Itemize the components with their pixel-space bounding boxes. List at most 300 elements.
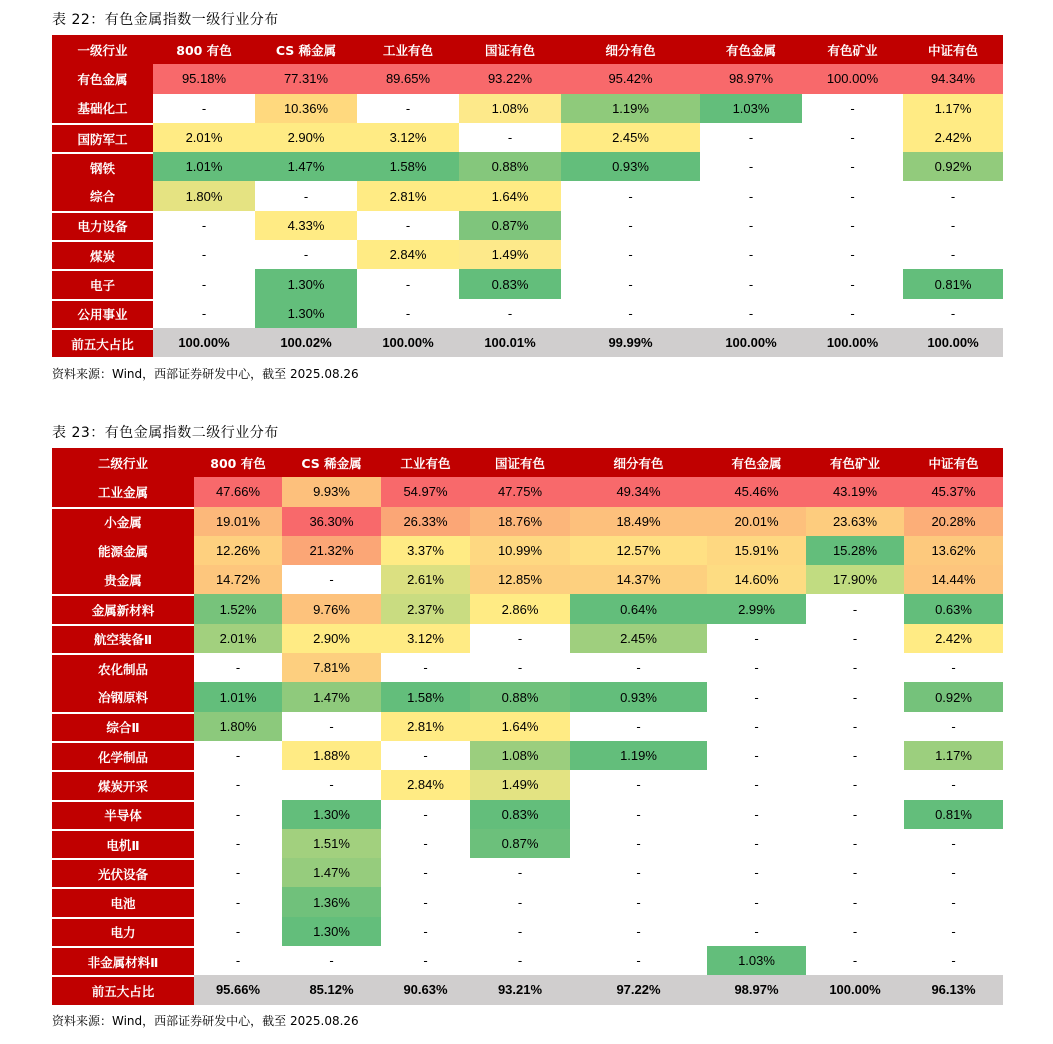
table-cell: 2.01% xyxy=(153,123,255,152)
table-cell: 14.37% xyxy=(570,565,707,594)
table-cell: - xyxy=(806,653,904,682)
table-cell: 2.84% xyxy=(381,770,470,799)
table-cell: 1.17% xyxy=(904,741,1003,770)
table-cell: 98.97% xyxy=(707,975,806,1004)
table-cell: 0.92% xyxy=(903,152,1003,181)
table-cell: - xyxy=(904,653,1003,682)
column-header: 工业有色 xyxy=(381,448,470,477)
table-row xyxy=(52,917,1003,946)
table-cell: 47.75% xyxy=(470,477,570,506)
table-row xyxy=(52,624,1003,653)
row-label: 化学制品 xyxy=(52,741,194,770)
table-cell: 0.83% xyxy=(470,800,570,829)
row-label: 前五大占比 xyxy=(52,328,153,357)
row-label: 半导体 xyxy=(52,800,194,829)
table-cell: 1.51% xyxy=(282,829,381,858)
table-cell: - xyxy=(700,299,802,328)
table-cell: - xyxy=(570,887,707,916)
table-cell: 100.00% xyxy=(903,328,1003,357)
table-row xyxy=(52,653,1003,682)
table-cell: - xyxy=(806,741,904,770)
table-cell: 1.19% xyxy=(570,741,707,770)
table-cell: 0.83% xyxy=(459,269,561,298)
table-cell: 1.47% xyxy=(282,858,381,887)
table-cell: - xyxy=(903,299,1003,328)
table-cell: - xyxy=(570,800,707,829)
table-cell: - xyxy=(570,946,707,975)
row-label: 电机Ⅱ xyxy=(52,829,194,858)
table-row xyxy=(52,211,1003,240)
table-cell: - xyxy=(806,712,904,741)
table-row xyxy=(52,712,1003,741)
table-cell: 18.49% xyxy=(570,507,707,536)
table-cell: 100.00% xyxy=(700,328,802,357)
table-cell: - xyxy=(806,946,904,975)
table-row xyxy=(52,64,1003,93)
table-row xyxy=(52,240,1003,269)
row-label: 电力 xyxy=(52,917,194,946)
total-row xyxy=(52,975,1003,1004)
table-cell: - xyxy=(381,829,470,858)
table-cell: - xyxy=(357,299,459,328)
column-header: 800 有色 xyxy=(194,448,282,477)
column-header: 有色金属 xyxy=(707,448,806,477)
table-cell: - xyxy=(255,181,357,210)
table-cell: - xyxy=(806,624,904,653)
row-label: 钢铁 xyxy=(52,152,153,181)
table-cell: - xyxy=(570,858,707,887)
table-cell: 14.44% xyxy=(904,565,1003,594)
table-cell: 13.62% xyxy=(904,536,1003,565)
table-cell: 18.76% xyxy=(470,507,570,536)
table-cell: 2.90% xyxy=(255,123,357,152)
table-cell: - xyxy=(194,800,282,829)
table-cell: 1.30% xyxy=(255,299,357,328)
table-cell: - xyxy=(282,565,381,594)
table-cell: - xyxy=(153,94,255,123)
table-cell: - xyxy=(904,770,1003,799)
table-cell: - xyxy=(153,299,255,328)
table-cell: - xyxy=(802,123,903,152)
table-cell: - xyxy=(806,770,904,799)
table-cell: 1.64% xyxy=(459,181,561,210)
table-cell: 12.26% xyxy=(194,536,282,565)
table-cell: - xyxy=(381,741,470,770)
column-header: 有色金属 xyxy=(700,35,802,64)
table-cell: 10.99% xyxy=(470,536,570,565)
table-cell: - xyxy=(806,800,904,829)
table-cell: 3.12% xyxy=(381,624,470,653)
table-cell: - xyxy=(903,181,1003,210)
column-header: 工业有色 xyxy=(357,35,459,64)
table-cell: 0.88% xyxy=(470,682,570,711)
column-header: 国证有色 xyxy=(459,35,561,64)
table-row xyxy=(52,123,1003,152)
table-cell: - xyxy=(903,211,1003,240)
table-cell: 2.42% xyxy=(903,123,1003,152)
table-cell: 2.86% xyxy=(470,594,570,623)
table-cell: 100.00% xyxy=(153,328,255,357)
table-cell: - xyxy=(904,829,1003,858)
table-cell: 97.22% xyxy=(570,975,707,1004)
table-cell: - xyxy=(707,829,806,858)
table-cell: 3.12% xyxy=(357,123,459,152)
table-cell: - xyxy=(707,858,806,887)
table-row xyxy=(52,565,1003,594)
table-cell: 1.47% xyxy=(255,152,357,181)
row-label: 基础化工 xyxy=(52,94,153,123)
table-cell: 1.30% xyxy=(282,917,381,946)
table-row xyxy=(52,829,1003,858)
table-cell: 1.30% xyxy=(255,269,357,298)
table-cell: 100.00% xyxy=(357,328,459,357)
table-row xyxy=(52,800,1003,829)
table-cell: 1.47% xyxy=(282,682,381,711)
table-cell: 2.81% xyxy=(357,181,459,210)
table-row xyxy=(52,682,1003,711)
table-cell: 21.32% xyxy=(282,536,381,565)
row-label: 前五大占比 xyxy=(52,975,194,1004)
row-label: 工业金属 xyxy=(52,477,194,506)
table-cell: - xyxy=(700,152,802,181)
row-label: 国防军工 xyxy=(52,123,153,152)
table-row xyxy=(52,152,1003,181)
table-cell: 9.76% xyxy=(282,594,381,623)
table-cell: - xyxy=(381,946,470,975)
header-row xyxy=(52,35,1003,64)
column-header: 有色矿业 xyxy=(802,35,903,64)
table-cell: 1.36% xyxy=(282,887,381,916)
row-label: 综合 xyxy=(52,181,153,210)
table-cell: - xyxy=(707,917,806,946)
table-cell: 23.63% xyxy=(806,507,904,536)
table-cell: 20.01% xyxy=(707,507,806,536)
table-cell: 2.84% xyxy=(357,240,459,269)
total-row xyxy=(52,328,1003,357)
table-cell: - xyxy=(707,800,806,829)
table-cell: - xyxy=(570,712,707,741)
table-cell: 1.52% xyxy=(194,594,282,623)
table-cell: - xyxy=(570,653,707,682)
table-cell: 99.99% xyxy=(561,328,700,357)
column-header: CS 稀金属 xyxy=(255,35,357,64)
table-cell: - xyxy=(381,887,470,916)
table-cell: 96.13% xyxy=(904,975,1003,1004)
row-label: 非金属材料Ⅱ xyxy=(52,946,194,975)
table-cell: 98.97% xyxy=(700,64,802,93)
table-cell: 14.72% xyxy=(194,565,282,594)
table-cell: - xyxy=(802,299,903,328)
table-row xyxy=(52,94,1003,123)
table-cell: 7.81% xyxy=(282,653,381,682)
table-cell: 26.33% xyxy=(381,507,470,536)
table-cell: 1.01% xyxy=(153,152,255,181)
row-label: 有色金属 xyxy=(52,64,153,93)
table-row xyxy=(52,477,1003,506)
table-cell: - xyxy=(470,624,570,653)
table-cell: 17.90% xyxy=(806,565,904,594)
table-cell: 12.57% xyxy=(570,536,707,565)
table-cell: - xyxy=(806,594,904,623)
table-cell: - xyxy=(561,269,700,298)
column-header: 细分有色 xyxy=(561,35,700,64)
table-cell: - xyxy=(806,917,904,946)
table-cell: 94.34% xyxy=(903,64,1003,93)
table-cell: 95.18% xyxy=(153,64,255,93)
table-cell: - xyxy=(700,123,802,152)
table-cell: - xyxy=(459,299,561,328)
table-cell: 2.61% xyxy=(381,565,470,594)
table-cell: 90.63% xyxy=(381,975,470,1004)
table-cell: 0.63% xyxy=(904,594,1003,623)
table-cell: 1.30% xyxy=(282,800,381,829)
table-cell: - xyxy=(802,211,903,240)
table-cell: 1.58% xyxy=(357,152,459,181)
table-cell: 1.58% xyxy=(381,682,470,711)
row-label: 公用事业 xyxy=(52,299,153,328)
column-header: CS 稀金属 xyxy=(282,448,381,477)
table-cell: 0.92% xyxy=(904,682,1003,711)
table-cell: - xyxy=(707,653,806,682)
table-cell: - xyxy=(357,269,459,298)
table-cell: - xyxy=(904,858,1003,887)
table-cell: - xyxy=(700,181,802,210)
table-cell: - xyxy=(561,181,700,210)
table-cell: - xyxy=(806,858,904,887)
table-cell: - xyxy=(282,712,381,741)
table-cell: 100.02% xyxy=(255,328,357,357)
table-cell: 36.30% xyxy=(282,507,381,536)
table-row xyxy=(52,858,1003,887)
table-cell: - xyxy=(802,181,903,210)
row-label: 煤炭 xyxy=(52,240,153,269)
table-cell: 10.36% xyxy=(255,94,357,123)
table-cell: - xyxy=(904,712,1003,741)
table-cell: 0.81% xyxy=(904,800,1003,829)
table-cell: 95.42% xyxy=(561,64,700,93)
table-cell: - xyxy=(381,653,470,682)
table-cell: - xyxy=(707,682,806,711)
table-row xyxy=(52,946,1003,975)
table-cell: - xyxy=(381,858,470,887)
table-cell: - xyxy=(707,712,806,741)
table-cell: - xyxy=(561,299,700,328)
table-cell: - xyxy=(904,887,1003,916)
table-cell: - xyxy=(194,917,282,946)
table-cell: - xyxy=(381,917,470,946)
row-label: 煤炭开采 xyxy=(52,770,194,799)
table-cell: 100.00% xyxy=(802,64,903,93)
column-header: 800 有色 xyxy=(153,35,255,64)
table-cell: 1.03% xyxy=(707,946,806,975)
table-cell: 49.34% xyxy=(570,477,707,506)
table-cell: - xyxy=(700,211,802,240)
table-cell: - xyxy=(470,858,570,887)
table1-caption: 表 22：有色金属指数一级行业分布 xyxy=(52,12,279,28)
table-cell: 1.64% xyxy=(470,712,570,741)
table-cell: 45.37% xyxy=(904,477,1003,506)
table-cell: 43.19% xyxy=(806,477,904,506)
table-cell: - xyxy=(707,770,806,799)
row-label: 农化制品 xyxy=(52,653,194,682)
table-cell: 93.22% xyxy=(459,64,561,93)
table-cell: - xyxy=(700,269,802,298)
table-row xyxy=(52,536,1003,565)
table-cell: 1.19% xyxy=(561,94,700,123)
table-cell: - xyxy=(707,624,806,653)
row-label: 小金属 xyxy=(52,507,194,536)
table-cell: 4.33% xyxy=(255,211,357,240)
table-cell: 89.65% xyxy=(357,64,459,93)
table-cell: - xyxy=(802,240,903,269)
table-cell: - xyxy=(802,269,903,298)
table-cell: - xyxy=(802,152,903,181)
table-cell: 47.66% xyxy=(194,477,282,506)
table-cell: - xyxy=(357,211,459,240)
table-cell: 1.80% xyxy=(194,712,282,741)
table-cell: 1.17% xyxy=(903,94,1003,123)
table-cell: - xyxy=(903,240,1003,269)
table-cell: - xyxy=(707,887,806,916)
table-cell: - xyxy=(561,211,700,240)
column-header: 中证有色 xyxy=(904,448,1003,477)
row-label: 电子 xyxy=(52,269,153,298)
table-cell: - xyxy=(470,653,570,682)
table-row xyxy=(52,594,1003,623)
table-cell: - xyxy=(707,741,806,770)
table-cell: 15.91% xyxy=(707,536,806,565)
table-cell: - xyxy=(194,887,282,916)
table-cell: 14.60% xyxy=(707,565,806,594)
table-cell: 2.37% xyxy=(381,594,470,623)
table-cell: 2.90% xyxy=(282,624,381,653)
table-cell: 100.01% xyxy=(459,328,561,357)
row-label: 光伏设备 xyxy=(52,858,194,887)
column-header: 国证有色 xyxy=(470,448,570,477)
table-cell: 0.93% xyxy=(561,152,700,181)
column-header: 二级行业 xyxy=(52,448,194,477)
table-cell: - xyxy=(561,240,700,269)
table-cell: 0.88% xyxy=(459,152,561,181)
table-cell: - xyxy=(570,917,707,946)
table-cell: 2.01% xyxy=(194,624,282,653)
column-header: 有色矿业 xyxy=(806,448,904,477)
row-label: 贵金属 xyxy=(52,565,194,594)
table2-caption: 表 23：有色金属指数二级行业分布 xyxy=(52,425,279,441)
table-cell: - xyxy=(381,800,470,829)
table-cell: - xyxy=(194,653,282,682)
table-cell: - xyxy=(282,770,381,799)
table-cell: - xyxy=(802,94,903,123)
table-cell: - xyxy=(153,240,255,269)
table-cell: 100.00% xyxy=(806,975,904,1004)
table-cell: 1.49% xyxy=(470,770,570,799)
table-cell: 19.01% xyxy=(194,507,282,536)
table-cell: 2.81% xyxy=(381,712,470,741)
table-cell: 1.01% xyxy=(194,682,282,711)
table-cell: 1.08% xyxy=(470,741,570,770)
table-row xyxy=(52,181,1003,210)
table-cell: 0.93% xyxy=(570,682,707,711)
table-cell: - xyxy=(357,94,459,123)
table-row xyxy=(52,507,1003,536)
table1-source: 资料来源：Wind，西部证券研发中心，截至 2025.08.26 xyxy=(52,367,359,381)
table-cell: - xyxy=(904,946,1003,975)
table-cell: - xyxy=(153,211,255,240)
table-cell: 9.93% xyxy=(282,477,381,506)
table-cell: - xyxy=(459,123,561,152)
row-label: 航空装备Ⅱ xyxy=(52,624,194,653)
table-cell: - xyxy=(470,946,570,975)
table-cell: 2.42% xyxy=(904,624,1003,653)
table-row xyxy=(52,741,1003,770)
column-header: 中证有色 xyxy=(903,35,1003,64)
table-cell: - xyxy=(470,887,570,916)
table-cell: 95.66% xyxy=(194,975,282,1004)
table-cell: 0.87% xyxy=(459,211,561,240)
table-cell: - xyxy=(570,770,707,799)
table-row xyxy=(52,770,1003,799)
table-cell: 2.45% xyxy=(561,123,700,152)
table-cell: 1.88% xyxy=(282,741,381,770)
row-label: 金属新材料 xyxy=(52,594,194,623)
table-cell: - xyxy=(470,917,570,946)
table-cell: 0.64% xyxy=(570,594,707,623)
table-cell: - xyxy=(255,240,357,269)
table-row xyxy=(52,887,1003,916)
table-cell: 2.45% xyxy=(570,624,707,653)
table-cell: - xyxy=(194,829,282,858)
table-cell: 2.99% xyxy=(707,594,806,623)
table-cell: - xyxy=(194,946,282,975)
column-header: 一级行业 xyxy=(52,35,153,64)
header-row xyxy=(52,448,1003,477)
table-cell: 85.12% xyxy=(282,975,381,1004)
table2 xyxy=(52,447,1003,1005)
table-cell: - xyxy=(806,887,904,916)
table-cell: 0.81% xyxy=(903,269,1003,298)
table-cell: 45.46% xyxy=(707,477,806,506)
table-cell: - xyxy=(282,946,381,975)
column-header: 细分有色 xyxy=(570,448,707,477)
table-cell: 0.87% xyxy=(470,829,570,858)
table-cell: 3.37% xyxy=(381,536,470,565)
table-cell: 93.21% xyxy=(470,975,570,1004)
table-cell: - xyxy=(153,269,255,298)
table2-source: 资料来源：Wind，西部证券研发中心，截至 2025.08.26 xyxy=(52,1014,359,1028)
table-cell: 100.00% xyxy=(802,328,903,357)
table-cell: - xyxy=(806,829,904,858)
table-cell: 77.31% xyxy=(255,64,357,93)
row-label: 综合Ⅱ xyxy=(52,712,194,741)
table-cell: 1.08% xyxy=(459,94,561,123)
table-cell: 1.49% xyxy=(459,240,561,269)
table-cell: 54.97% xyxy=(381,477,470,506)
table1 xyxy=(52,34,1003,357)
table-cell: 1.03% xyxy=(700,94,802,123)
row-label: 电力设备 xyxy=(52,211,153,240)
row-label: 能源金属 xyxy=(52,536,194,565)
table-cell: - xyxy=(806,682,904,711)
table-cell: 12.85% xyxy=(470,565,570,594)
table-cell: - xyxy=(904,917,1003,946)
table-cell: - xyxy=(194,770,282,799)
table-cell: - xyxy=(570,829,707,858)
table-cell: 20.28% xyxy=(904,507,1003,536)
table-row xyxy=(52,269,1003,298)
table-cell: 15.28% xyxy=(806,536,904,565)
row-label: 冶钢原料 xyxy=(52,682,194,711)
